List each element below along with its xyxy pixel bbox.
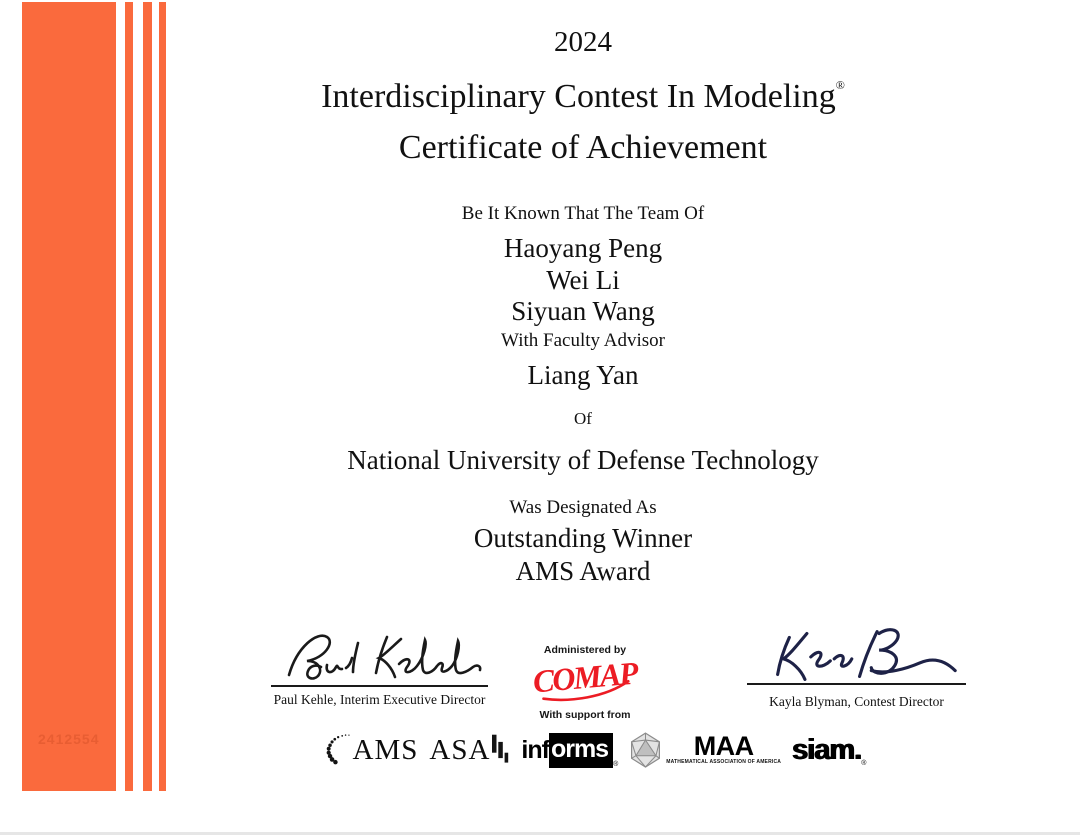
asa-logo xyxy=(429,734,510,767)
siam-logo-text: siam. xyxy=(792,733,862,766)
contest-title xyxy=(166,79,1000,115)
intro-line: Be It Known That The Team Of xyxy=(461,203,705,224)
team-control-number-watermark: 2412554 xyxy=(38,731,100,747)
signature-label-right: Kayla Blyman, Contest Director xyxy=(769,694,944,709)
maa-icosahedron-icon xyxy=(629,732,662,769)
siam-logo xyxy=(792,734,866,767)
informs-registered-mark: ® xyxy=(613,760,619,768)
certificate-subtitle: Certificate of Achievement xyxy=(398,129,768,166)
signature-paul-kehle xyxy=(283,629,488,687)
asa-logo-text: ASA xyxy=(429,733,491,766)
designated-label: Was Designated As xyxy=(509,497,657,518)
with-support-from-label: With support from xyxy=(539,709,631,721)
contest-year: 2024 xyxy=(554,26,612,58)
maa-text-column xyxy=(666,730,782,766)
ams-dotted-arc-icon xyxy=(326,728,353,772)
orange-stripe-thin-1 xyxy=(125,2,133,791)
ams-logo xyxy=(326,728,419,772)
maa-caption-text: MATHEMATICAL ASSOCIATION OF AMERICA xyxy=(666,759,782,766)
sponsor-logos-row xyxy=(166,727,1026,773)
award-name: AMS Award xyxy=(515,556,651,586)
team-member-name: Siyuan Wang xyxy=(511,296,655,326)
siam-registered-mark: ® xyxy=(861,759,867,767)
ams-logo-text: AMS xyxy=(352,733,419,766)
maa-logo-text: MAA xyxy=(693,730,754,761)
informs-logo-box: orms xyxy=(549,733,613,768)
signature-label-left: Paul Kehle, Interim Executive Director xyxy=(273,692,486,707)
advisor-name: Liang Yan xyxy=(527,360,639,390)
svg-text:COMAP: COMAP xyxy=(531,655,639,700)
comap-logo xyxy=(528,655,642,705)
contest-title-text: Interdisciplinary Contest In Modeling xyxy=(321,78,836,115)
signature-kayla-blyman xyxy=(762,625,962,685)
signature-line-left xyxy=(271,685,488,687)
orange-stripe-thin-2 xyxy=(143,2,152,791)
maa-logo xyxy=(629,732,781,769)
advisor-label: With Faculty Advisor xyxy=(501,330,665,351)
orange-stripe-wide xyxy=(22,2,116,791)
of-label: Of xyxy=(574,409,592,428)
registered-trademark-symbol: ® xyxy=(835,78,845,92)
informs-logo xyxy=(521,733,618,768)
signature-line-right xyxy=(747,683,966,685)
team-member-name: Wei Li xyxy=(546,265,620,295)
informs-logo-prefix: inf xyxy=(521,735,549,764)
orange-stripe-thin-3 xyxy=(159,2,166,791)
asa-bars-icon xyxy=(492,734,510,766)
team-member-name: Haoyang Peng xyxy=(503,233,663,263)
administered-by-label: Administered by xyxy=(543,644,627,656)
designation-title: Outstanding Winner xyxy=(473,523,693,553)
comap-logo-graphic xyxy=(528,655,642,705)
institution-name: National University of Defense Technology xyxy=(347,445,819,475)
